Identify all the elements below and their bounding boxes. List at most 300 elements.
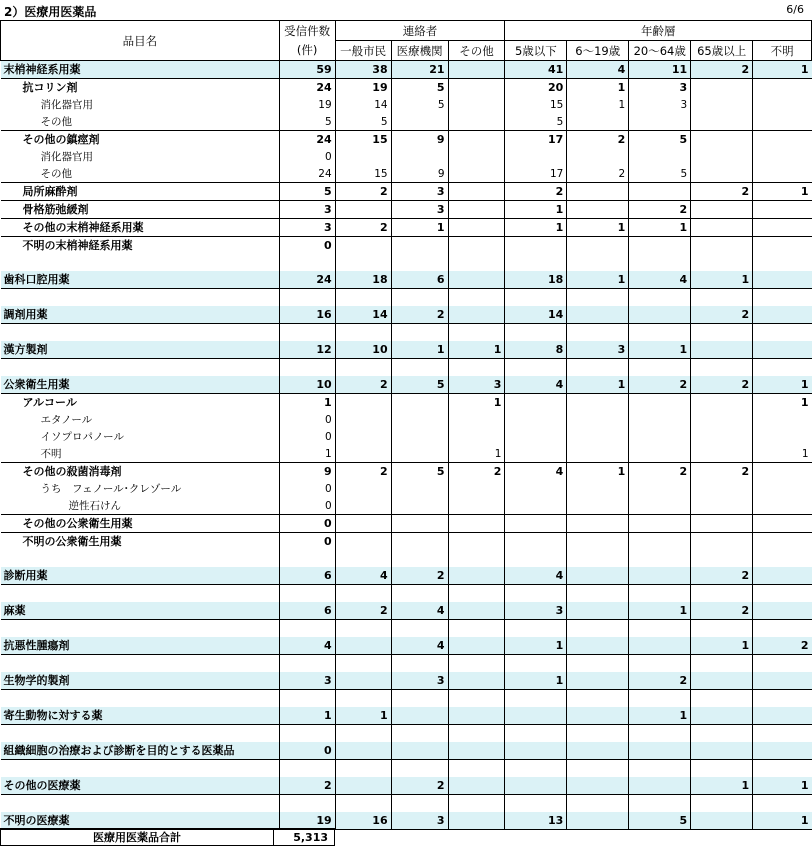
value-cell bbox=[753, 602, 812, 620]
value-cell bbox=[753, 533, 812, 551]
empty-cell bbox=[629, 359, 691, 377]
value-cell bbox=[505, 533, 567, 551]
value-cell bbox=[567, 707, 629, 725]
row-label: その他 bbox=[40, 115, 72, 128]
empty-cell bbox=[629, 760, 691, 778]
value-cell bbox=[753, 219, 812, 237]
value-cell bbox=[629, 777, 691, 795]
empty-cell bbox=[691, 725, 753, 743]
value-cell: 8 bbox=[505, 341, 567, 359]
row-label: 逆性石けん bbox=[68, 499, 121, 512]
header-count-line2: (件) bbox=[279, 41, 335, 61]
value-cell: 12 bbox=[279, 341, 335, 359]
value-cell: 2 bbox=[391, 777, 448, 795]
empty-cell bbox=[691, 795, 753, 813]
value-cell bbox=[391, 533, 448, 551]
empty-cell bbox=[505, 289, 567, 307]
empty-cell bbox=[391, 690, 448, 708]
table-row bbox=[1, 411, 812, 428]
row-label: 不明の医療薬 bbox=[1, 812, 280, 830]
empty-cell bbox=[335, 655, 391, 673]
empty-cell bbox=[279, 725, 335, 743]
value-cell bbox=[335, 148, 391, 165]
value-cell bbox=[505, 237, 567, 255]
empty-cell bbox=[505, 585, 567, 603]
table-row bbox=[1, 428, 812, 445]
value-cell: 2 bbox=[391, 567, 448, 585]
empty-cell bbox=[335, 550, 391, 567]
value-cell: 1 bbox=[629, 707, 691, 725]
row-label: その他の鎮痙剤 bbox=[1, 131, 280, 149]
empty-cell bbox=[448, 795, 505, 813]
value-cell: 5 bbox=[391, 79, 448, 97]
value-cell bbox=[753, 96, 812, 113]
value-cell bbox=[691, 237, 753, 255]
table-row bbox=[1, 237, 812, 255]
empty-cell bbox=[567, 655, 629, 673]
value-cell: 5 bbox=[279, 183, 335, 201]
empty-cell bbox=[335, 795, 391, 813]
value-cell bbox=[567, 497, 629, 515]
value-cell: 3 bbox=[279, 201, 335, 219]
value-cell bbox=[505, 445, 567, 463]
value-cell: 24 bbox=[279, 79, 335, 97]
empty-cell bbox=[391, 359, 448, 377]
header-age-under5: 5歳以下 bbox=[505, 41, 567, 61]
empty-cell bbox=[1, 585, 280, 603]
value-cell: 20 bbox=[505, 79, 567, 97]
empty-cell bbox=[1, 795, 280, 813]
empty-cell bbox=[753, 359, 812, 377]
table-row bbox=[1, 324, 812, 342]
empty-cell bbox=[335, 254, 391, 271]
value-cell: 2 bbox=[335, 602, 391, 620]
value-cell: 0 bbox=[279, 428, 335, 445]
table-row bbox=[1, 359, 812, 377]
value-cell: 1 bbox=[567, 79, 629, 97]
value-cell: 1 bbox=[505, 201, 567, 219]
value-cell: 2 bbox=[505, 183, 567, 201]
row-label: エタノール bbox=[40, 413, 93, 426]
value-cell bbox=[691, 742, 753, 760]
value-cell: 3 bbox=[391, 812, 448, 830]
empty-cell bbox=[391, 795, 448, 813]
value-cell: 11 bbox=[629, 61, 691, 79]
value-cell bbox=[505, 497, 567, 515]
value-cell bbox=[567, 394, 629, 412]
value-cell bbox=[391, 707, 448, 725]
row-label: 局所麻酔剤 bbox=[1, 183, 280, 201]
value-cell bbox=[567, 445, 629, 463]
empty-cell bbox=[629, 324, 691, 342]
empty-cell bbox=[505, 359, 567, 377]
value-cell: 4 bbox=[505, 567, 567, 585]
table-row bbox=[1, 812, 812, 830]
empty-cell bbox=[335, 359, 391, 377]
header-contact-medical: 医療機関 bbox=[391, 41, 448, 61]
table-row bbox=[1, 672, 812, 690]
value-cell: 16 bbox=[335, 812, 391, 830]
empty-cell bbox=[448, 550, 505, 567]
value-cell bbox=[691, 497, 753, 515]
value-cell bbox=[567, 480, 629, 497]
value-cell: 2 bbox=[335, 463, 391, 481]
value-cell: 2 bbox=[335, 376, 391, 394]
value-cell bbox=[753, 148, 812, 165]
table-row bbox=[1, 725, 812, 743]
value-cell bbox=[691, 165, 753, 183]
value-cell: 3 bbox=[391, 183, 448, 201]
empty-cell bbox=[629, 725, 691, 743]
table-row bbox=[1, 113, 812, 131]
empty-cell bbox=[629, 585, 691, 603]
empty-cell bbox=[629, 690, 691, 708]
header-age-6-19: 6～19歳 bbox=[567, 41, 629, 61]
value-cell bbox=[567, 812, 629, 830]
value-cell: 2 bbox=[691, 567, 753, 585]
value-cell bbox=[629, 515, 691, 533]
value-cell bbox=[505, 480, 567, 497]
empty-cell bbox=[279, 254, 335, 271]
value-cell bbox=[567, 113, 629, 131]
row-label: 寄生動物に対する薬 bbox=[1, 707, 280, 725]
empty-cell bbox=[335, 690, 391, 708]
empty-cell bbox=[691, 760, 753, 778]
value-cell: 1 bbox=[753, 376, 812, 394]
value-cell bbox=[691, 113, 753, 131]
section-title: 2）医療用医薬品 bbox=[4, 5, 97, 19]
empty-cell bbox=[391, 620, 448, 638]
value-cell: 14 bbox=[335, 96, 391, 113]
value-cell bbox=[391, 113, 448, 131]
value-cell bbox=[391, 480, 448, 497]
value-cell bbox=[505, 411, 567, 428]
value-cell: 2 bbox=[335, 183, 391, 201]
value-cell bbox=[567, 602, 629, 620]
value-cell bbox=[567, 183, 629, 201]
value-cell bbox=[567, 148, 629, 165]
empty-cell bbox=[335, 324, 391, 342]
empty-cell bbox=[505, 324, 567, 342]
value-cell: 0 bbox=[279, 148, 335, 165]
value-cell bbox=[448, 96, 505, 113]
value-cell: 1 bbox=[505, 637, 567, 655]
empty-cell bbox=[505, 655, 567, 673]
value-cell: 1 bbox=[691, 271, 753, 289]
value-cell bbox=[335, 445, 391, 463]
table-row bbox=[1, 637, 812, 655]
empty-cell bbox=[391, 585, 448, 603]
value-cell: 1 bbox=[391, 341, 448, 359]
empty-cell bbox=[629, 655, 691, 673]
value-cell bbox=[567, 777, 629, 795]
value-cell bbox=[691, 707, 753, 725]
value-cell: 13 bbox=[505, 812, 567, 830]
empty-cell bbox=[567, 550, 629, 567]
value-cell bbox=[448, 306, 505, 324]
value-cell bbox=[448, 237, 505, 255]
value-cell: 2 bbox=[629, 376, 691, 394]
value-cell bbox=[448, 602, 505, 620]
row-label: 麻薬 bbox=[1, 602, 280, 620]
empty-cell bbox=[629, 550, 691, 567]
table-row bbox=[1, 550, 812, 567]
total-label: 医療用医薬品合計 bbox=[1, 829, 274, 846]
empty-cell bbox=[1, 324, 280, 342]
table-row bbox=[1, 777, 812, 795]
empty-cell bbox=[448, 760, 505, 778]
table-row bbox=[1, 376, 812, 394]
value-cell bbox=[691, 480, 753, 497]
row-label: 不明 bbox=[40, 447, 62, 460]
table-row bbox=[1, 96, 812, 113]
table-row bbox=[1, 742, 812, 760]
value-cell bbox=[629, 742, 691, 760]
value-cell: 59 bbox=[279, 61, 335, 79]
empty-cell bbox=[279, 324, 335, 342]
empty-cell bbox=[391, 760, 448, 778]
empty-cell bbox=[505, 760, 567, 778]
value-cell: 24 bbox=[279, 271, 335, 289]
header-contact-other: その他 bbox=[448, 41, 505, 61]
value-cell: 5 bbox=[505, 113, 567, 131]
value-cell bbox=[753, 497, 812, 515]
value-cell: 2 bbox=[753, 637, 812, 655]
value-cell bbox=[448, 219, 505, 237]
value-cell: 1 bbox=[567, 96, 629, 113]
value-cell: 1 bbox=[567, 376, 629, 394]
value-cell: 1 bbox=[448, 445, 505, 463]
value-cell bbox=[448, 742, 505, 760]
empty-cell bbox=[505, 690, 567, 708]
table-row bbox=[1, 795, 812, 813]
value-cell: 1 bbox=[691, 637, 753, 655]
row-label: その他の殺菌消毒剤 bbox=[1, 463, 280, 481]
value-cell bbox=[753, 113, 812, 131]
value-cell bbox=[691, 445, 753, 463]
value-cell: 21 bbox=[391, 61, 448, 79]
value-cell bbox=[567, 515, 629, 533]
value-cell: 2 bbox=[691, 183, 753, 201]
empty-cell bbox=[279, 289, 335, 307]
value-cell: 9 bbox=[279, 463, 335, 481]
empty-cell bbox=[1, 550, 280, 567]
empty-cell bbox=[691, 690, 753, 708]
value-cell bbox=[505, 707, 567, 725]
row-label: うち フェノール･クレゾール bbox=[40, 482, 182, 495]
value-cell bbox=[691, 812, 753, 830]
header-age-65plus: 65歳以上 bbox=[691, 41, 753, 61]
value-cell: 1 bbox=[753, 445, 812, 463]
value-cell: 2 bbox=[567, 131, 629, 149]
empty-cell bbox=[391, 550, 448, 567]
value-cell: 1 bbox=[279, 445, 335, 463]
empty-cell bbox=[391, 324, 448, 342]
value-cell bbox=[691, 672, 753, 690]
value-cell: 1 bbox=[629, 341, 691, 359]
value-cell bbox=[391, 445, 448, 463]
empty-cell bbox=[567, 324, 629, 342]
value-cell: 5 bbox=[629, 165, 691, 183]
value-cell bbox=[753, 742, 812, 760]
empty-cell bbox=[448, 655, 505, 673]
value-cell bbox=[753, 201, 812, 219]
table-row bbox=[1, 394, 812, 412]
value-cell: 10 bbox=[335, 341, 391, 359]
value-cell bbox=[753, 79, 812, 97]
value-cell: 3 bbox=[391, 672, 448, 690]
value-cell: 1 bbox=[505, 219, 567, 237]
value-cell bbox=[567, 567, 629, 585]
row-label: 末梢神経系用薬 bbox=[1, 61, 280, 79]
value-cell: 1 bbox=[279, 394, 335, 412]
value-cell bbox=[629, 533, 691, 551]
page-number: 6/6 bbox=[786, 3, 804, 16]
value-cell: 2 bbox=[567, 165, 629, 183]
empty-cell bbox=[567, 795, 629, 813]
empty-cell bbox=[448, 254, 505, 271]
value-cell bbox=[567, 533, 629, 551]
total-box bbox=[0, 828, 335, 846]
value-cell bbox=[691, 394, 753, 412]
value-cell bbox=[335, 637, 391, 655]
header-contact-public: 一般市民 bbox=[335, 41, 391, 61]
value-cell: 5 bbox=[279, 113, 335, 131]
value-cell: 19 bbox=[279, 96, 335, 113]
value-cell bbox=[691, 201, 753, 219]
value-cell: 1 bbox=[629, 219, 691, 237]
value-cell: 9 bbox=[391, 131, 448, 149]
value-cell bbox=[691, 79, 753, 97]
value-cell bbox=[448, 61, 505, 79]
value-cell: 3 bbox=[391, 201, 448, 219]
value-cell bbox=[753, 672, 812, 690]
empty-cell bbox=[629, 620, 691, 638]
value-cell bbox=[505, 428, 567, 445]
value-cell bbox=[629, 183, 691, 201]
header-contact-group: 連絡者 bbox=[335, 21, 505, 41]
value-cell bbox=[335, 777, 391, 795]
value-cell: 1 bbox=[279, 707, 335, 725]
table-row bbox=[1, 707, 812, 725]
value-cell bbox=[629, 637, 691, 655]
value-cell: 18 bbox=[335, 271, 391, 289]
row-label: 調剤用薬 bbox=[1, 306, 280, 324]
value-cell: 17 bbox=[505, 131, 567, 149]
value-cell: 4 bbox=[391, 637, 448, 655]
value-cell bbox=[335, 480, 391, 497]
value-cell bbox=[391, 411, 448, 428]
value-cell: 4 bbox=[391, 602, 448, 620]
empty-cell bbox=[391, 289, 448, 307]
empty-cell bbox=[629, 795, 691, 813]
row-label: 抗悪性腫瘍剤 bbox=[1, 637, 280, 655]
table-row bbox=[1, 567, 812, 585]
empty-cell bbox=[753, 795, 812, 813]
row-label: 抗コリン剤 bbox=[1, 79, 280, 97]
table-row bbox=[1, 201, 812, 219]
empty-cell bbox=[335, 760, 391, 778]
value-cell bbox=[629, 480, 691, 497]
value-cell: 0 bbox=[279, 533, 335, 551]
value-cell: 5 bbox=[629, 812, 691, 830]
empty-cell bbox=[691, 550, 753, 567]
table-row bbox=[1, 655, 812, 673]
empty-cell bbox=[279, 550, 335, 567]
value-cell bbox=[753, 463, 812, 481]
value-cell bbox=[448, 567, 505, 585]
table-row bbox=[1, 497, 812, 515]
empty-cell bbox=[567, 620, 629, 638]
value-cell bbox=[753, 707, 812, 725]
table-row bbox=[1, 306, 812, 324]
empty-cell bbox=[391, 254, 448, 271]
empty-cell bbox=[753, 620, 812, 638]
value-cell: 4 bbox=[567, 61, 629, 79]
value-cell bbox=[391, 742, 448, 760]
value-cell: 41 bbox=[505, 61, 567, 79]
value-cell bbox=[629, 237, 691, 255]
row-label: その他 bbox=[40, 167, 72, 180]
table-row bbox=[1, 165, 812, 183]
empty-cell bbox=[567, 760, 629, 778]
header-age-unknown: 不明 bbox=[753, 41, 812, 61]
value-cell: 5 bbox=[629, 131, 691, 149]
table-row bbox=[1, 480, 812, 497]
empty-cell bbox=[505, 795, 567, 813]
value-cell: 3 bbox=[567, 341, 629, 359]
empty-cell bbox=[567, 359, 629, 377]
value-cell bbox=[448, 411, 505, 428]
empty-cell bbox=[391, 725, 448, 743]
empty-cell bbox=[567, 254, 629, 271]
value-cell bbox=[448, 165, 505, 183]
empty-cell bbox=[1, 690, 280, 708]
value-cell bbox=[391, 497, 448, 515]
value-cell: 3 bbox=[505, 602, 567, 620]
value-cell: 5 bbox=[391, 376, 448, 394]
value-cell bbox=[691, 428, 753, 445]
row-label: 消化器官用 bbox=[40, 98, 93, 111]
table-row bbox=[1, 254, 812, 271]
row-label: その他の公衆衛生用薬 bbox=[1, 515, 280, 533]
empty-cell bbox=[753, 550, 812, 567]
empty-cell bbox=[691, 359, 753, 377]
value-cell bbox=[391, 394, 448, 412]
value-cell: 4 bbox=[335, 567, 391, 585]
value-cell: 15 bbox=[335, 131, 391, 149]
empty-cell bbox=[505, 725, 567, 743]
value-cell bbox=[629, 306, 691, 324]
empty-cell bbox=[448, 359, 505, 377]
table-row bbox=[1, 620, 812, 638]
empty-cell bbox=[629, 254, 691, 271]
value-cell: 1 bbox=[505, 672, 567, 690]
value-cell: 1 bbox=[753, 61, 812, 79]
value-cell bbox=[753, 428, 812, 445]
value-cell bbox=[629, 445, 691, 463]
empty-cell bbox=[279, 760, 335, 778]
value-cell: 19 bbox=[279, 812, 335, 830]
value-cell bbox=[691, 148, 753, 165]
value-cell bbox=[691, 219, 753, 237]
value-cell bbox=[448, 201, 505, 219]
empty-cell bbox=[448, 324, 505, 342]
value-cell: 1 bbox=[753, 394, 812, 412]
table-row bbox=[1, 183, 812, 201]
header-item-name: 品目名 bbox=[1, 21, 280, 61]
value-cell: 1 bbox=[391, 219, 448, 237]
